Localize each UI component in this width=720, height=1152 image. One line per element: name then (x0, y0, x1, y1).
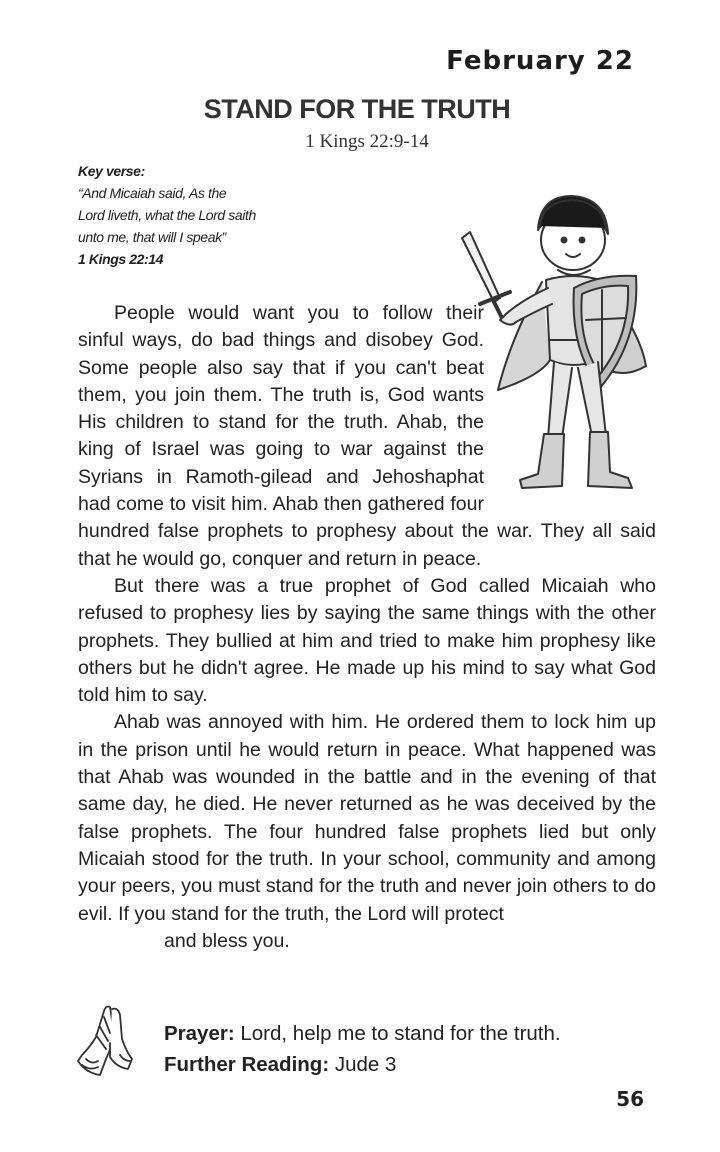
praying-hands-icon (76, 1003, 136, 1078)
page-number: 56 (616, 1087, 644, 1111)
body-paragraph: People would want you to follow their sinful ways, do bad things and disobey God. Some people also say that if you can't beat them, you join them. The truth is, God wants His children to stand for the truth. Ahab, the king of Israel was going to war against the Syrians in Ramoth-gilead and Jehoshaphat had come to visit him. Ahab then gathered four hundred false prophets to prophesy about the war. They all said that he would go, conquer and return in peace. (78, 302, 656, 570)
devotion-title: STAND FOR THE TRUTH (203, 94, 511, 124)
key-verse-label: Key verse: (78, 163, 145, 179)
body-closing-line: and bless you. (164, 929, 290, 952)
key-verse-citation: 1 Kings 22:14 (78, 251, 164, 267)
devotion-body (78, 300, 656, 955)
further-reading-line (164, 1049, 684, 1080)
body-paragraph: But there was a true prophet of God called Micaiah who refused to prophesy lies by saying the same things with the other prophets. They bullied at him and tried to make him prophesy like others but he didn't agree. He made up his mind to say what God told him to say. (78, 574, 656, 707)
key-verse-line: “And Micaiah said, As the (78, 185, 227, 201)
key-verse-block (78, 160, 338, 270)
prayer-text: Lord, help me to stand for the truth. (240, 1022, 561, 1045)
scripture-reference: 1 Kings 22:9-14 (305, 131, 429, 152)
key-verse-line: unto me, that will I speak” (78, 229, 226, 245)
sword-blade (462, 232, 500, 302)
prayer-line (164, 1018, 684, 1049)
prayer-label: Prayer: (164, 1022, 235, 1045)
page-date: February 22 (446, 46, 634, 76)
key-verse-line: Lord liveth, what the Lord saith (78, 207, 256, 223)
illustration-wrap-space (484, 300, 656, 518)
prayer-block (164, 1018, 684, 1080)
further-reading-text: Jude 3 (334, 1053, 397, 1076)
body-paragraph: Ahab was annoyed with him. He ordered them to lock him up in the prison until he would return in peace. What happened was that Ahab was wounded in the battle and in the evening of that same day, he died. He never returned as he was deceived by the false prophets. The four hundred false prophets lied but only Micaiah stood for the truth. In your school, community and among your peers, you must stand for the truth and never join others to do evil. If you stand for the truth, the Lord will protect (78, 711, 656, 925)
further-reading-label: Further Reading: (164, 1053, 330, 1076)
